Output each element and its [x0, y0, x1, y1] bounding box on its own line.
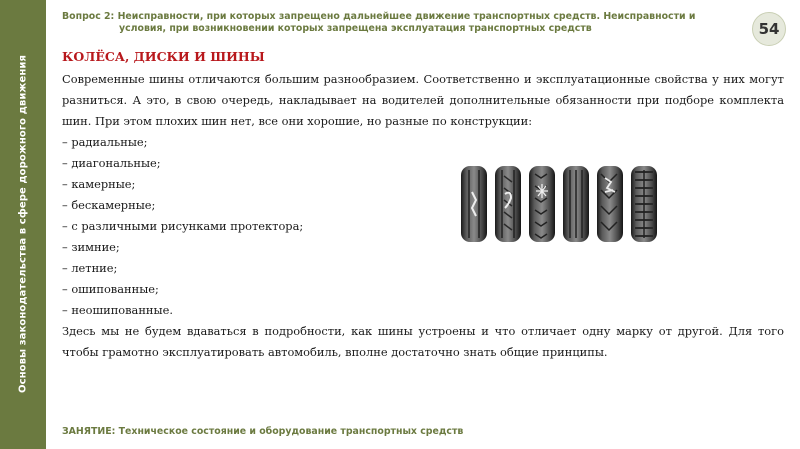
tires-illustration [459, 164, 663, 244]
tire-6 [631, 166, 657, 242]
question-header [62, 11, 742, 35]
sidebar-title: Основы законодательства в сфере дорожного движения [17, 54, 29, 394]
tire-types-list [62, 132, 784, 321]
page-number-badge: 54 [752, 12, 786, 46]
section-title: КОЛЁСА, ДИСКИ И ШИНЫ [62, 49, 265, 64]
sidebar [0, 0, 46, 449]
main-content [62, 69, 784, 363]
header-line-2: условия, при возникновении которых запрещена эксплуатация транспортных средств [119, 23, 592, 34]
header-line-1: Вопрос 2: Неисправности, при которых запрещено дальнейшее движение транспортных средств. Неисправности и [62, 11, 696, 22]
list-item: – ошипованные; [62, 282, 159, 296]
tire-4 [563, 166, 589, 242]
list-item: – с различными рисунками протектора; [62, 219, 304, 233]
list-item: – камерные; [62, 177, 136, 191]
list-item: – бескамерные; [62, 198, 156, 212]
outro-paragraph: Здесь мы не будем вдаваться в подробности, как шины устроены и что отличает одну марку от другой. Для того чтобы грамотно эксплуатировать автомобиль, вполне достаточно знать общие принципы. [62, 324, 784, 359]
list-item: – радиальные; [62, 135, 148, 149]
list-item: – неошипованные. [62, 303, 173, 317]
tire-1 [461, 166, 487, 242]
list-item: – диагональные; [62, 156, 161, 170]
list-item: – зимние; [62, 240, 120, 254]
tire-2 [495, 166, 521, 242]
tire-5 [597, 166, 623, 242]
list-item: – летние; [62, 261, 118, 275]
lesson-footer: ЗАНЯТИЕ: Техническое состояние и оборудование транспортных средств [62, 426, 464, 437]
intro-paragraph: Современные шины отличаются большим разнообразием. Соответственно и эксплуатационные свойства у них могут разниться. А это, в свою очередь, накладывает на водителей дополнительные обязанности при подборе комплекта шин. При этом плохих шин нет, все они хорошие, но разные по конструкции: [62, 72, 784, 128]
tire-3 [529, 166, 555, 242]
